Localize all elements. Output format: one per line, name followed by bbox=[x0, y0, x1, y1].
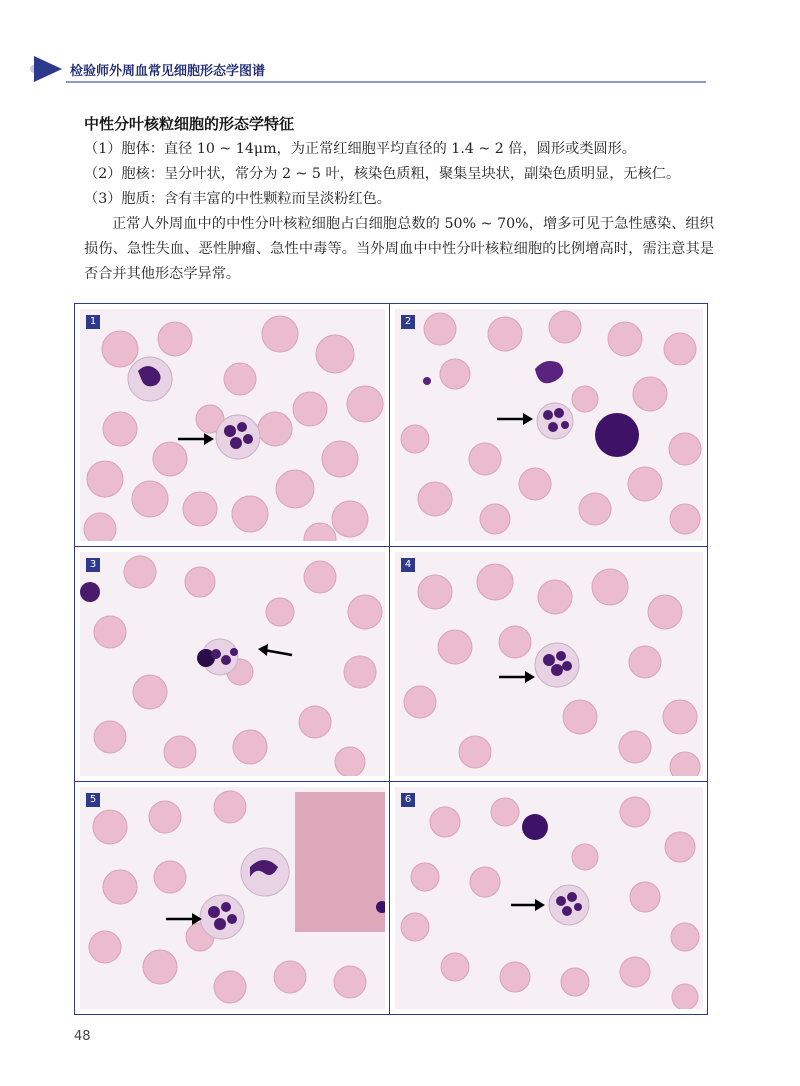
micrograph-panel-3 bbox=[80, 552, 385, 776]
panel-number: 2 bbox=[401, 315, 415, 329]
blood-smear-image bbox=[395, 787, 703, 1009]
feature-item-body: （1）胞体：直径 10 ~ 14μm，为正常红细胞平均直径的 1.4 ~ 2 倍，圆形或类圆形。 bbox=[84, 141, 636, 157]
micrograph-panel-6 bbox=[395, 787, 703, 1009]
panel-divider-horizontal bbox=[75, 781, 707, 782]
panel-number: 1 bbox=[86, 315, 100, 329]
blood-smear-image bbox=[80, 552, 385, 776]
running-header bbox=[0, 56, 800, 86]
feature-item-nucleus: （2）胞核：呈分叶状，常分为 2 ~ 5 叶，核染色质粗，聚集呈块状，副染色质明显，无核仁。 bbox=[84, 166, 681, 182]
header-triangle-icon bbox=[34, 56, 62, 82]
panel-number: 5 bbox=[86, 793, 100, 807]
micrograph-panel-1 bbox=[80, 309, 385, 541]
blood-smear-image bbox=[80, 787, 385, 1009]
micrograph-panel-2 bbox=[395, 309, 703, 541]
page-number: 48 bbox=[74, 1029, 91, 1044]
panel-number: 3 bbox=[86, 558, 100, 572]
feature-item-cytoplasm: （3）胞质：含有丰富的中性颗粒而呈淡粉红色。 bbox=[84, 191, 391, 207]
micrograph-figure bbox=[74, 303, 708, 1015]
micrograph-panel-4 bbox=[395, 552, 703, 776]
panel-divider-horizontal bbox=[75, 546, 707, 547]
panel-divider-vertical bbox=[389, 304, 390, 1014]
blood-smear-image bbox=[395, 309, 703, 541]
blood-smear-image bbox=[395, 552, 703, 776]
panel-number: 4 bbox=[401, 558, 415, 572]
section-title: 中性分叶核粒细胞的形态学特征 bbox=[84, 115, 295, 133]
blood-smear-image bbox=[80, 309, 385, 541]
book-title: 检验师外周血常见细胞形态学图谱 bbox=[70, 64, 266, 79]
body-paragraph: 正常人外周血中的中性分叶核粒细胞占白细胞总数的 50% ~ 70%，增多可见于急性感染、组织损伤、急性失血、恶性肿瘤、急性中毒等。当外周血中中性分叶核粒细胞的比例增高时，需注意其是否合并其他形态学异常。 bbox=[84, 216, 714, 282]
panel-number: 6 bbox=[401, 793, 415, 807]
micrograph-panel-5 bbox=[80, 787, 385, 1009]
header-rule bbox=[66, 81, 706, 83]
